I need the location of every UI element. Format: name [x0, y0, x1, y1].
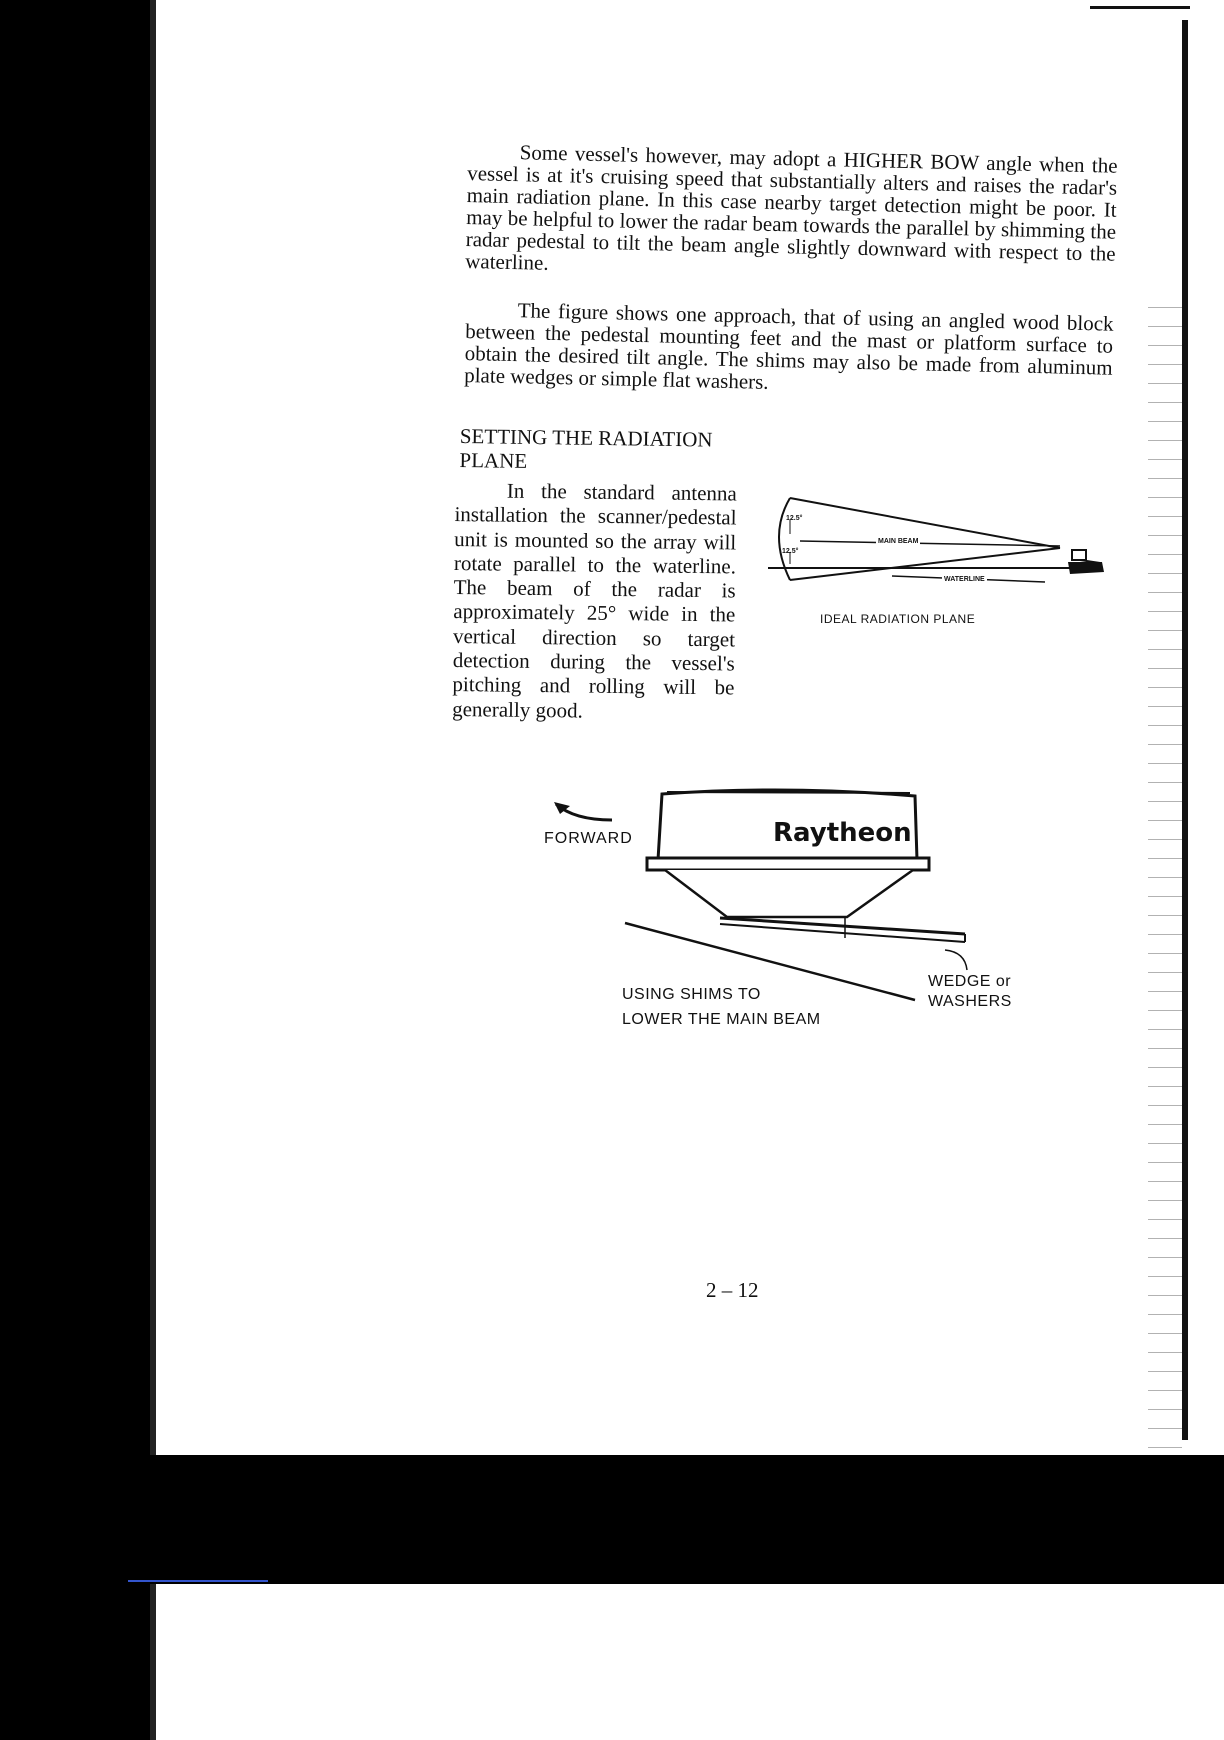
figure1-caption: IDEAL RADIATION PLANE: [820, 612, 976, 626]
page-number: 2 – 12: [706, 1278, 759, 1302]
forward-arrow-icon: [550, 800, 620, 830]
figure2-caption-line1: USING SHIMS TO: [622, 986, 761, 1003]
waterline-label: WATERLINE: [944, 576, 985, 583]
scan-mark-top: [1090, 6, 1190, 9]
ideal-radiation-plane-diagram: [760, 490, 1110, 590]
upper-angle-label: 12.5°: [786, 515, 803, 522]
wedge-label-line1: WEDGE or: [928, 973, 1012, 990]
figure2-caption-line2: LOWER THE MAIN BEAM: [622, 1011, 821, 1028]
wedge-label: [928, 972, 1012, 1012]
figure2-caption: [622, 982, 821, 1032]
scan-border-bottom: [0, 1455, 1224, 1584]
wedge-label-line2: WASHERS: [928, 993, 1012, 1010]
raytheon-logo: Raytheon: [773, 818, 912, 848]
scan-noise-right: [1148, 300, 1182, 1450]
scan-line-bottom: [128, 1580, 268, 1582]
paragraph-higher-bow: Some vessel's however, may adopt a HIGHER BOW angle when the vessel is at it's cruising speed that substantially alters and raises the radar's main radiation plane. In this case nearby target detection might be poor. It may be helpful to lower the radar beam towards the parallel by shimming the radar pedestal to tilt the beam angle slightly downward with respect to the waterline.: [464, 140, 1118, 275]
paragraph-standard-installation: In the standard antenna installation the scanner/pedestal unit is mounted so the array will rotate parallel to the waterline. The beam of the radar is approximately 25° wide in the vertical direction so target detection during the vessel's pitching and rolling will be generally good.: [452, 478, 737, 723]
paragraph-shim-approach: The figure shows one approach, that of using an angled wood block between the pedestal mounting feet and the mast or platform surface to obtain the desired tilt angle. The shims may also be made from aluminum plate wedges or simple flat washers.: [463, 298, 1114, 394]
scan-border-right: [1182, 20, 1188, 1440]
main-beam-label: MAIN BEAM: [878, 538, 919, 545]
forward-label: FORWARD: [544, 830, 633, 847]
lower-angle-label: 12.5°: [782, 548, 799, 555]
section-heading: SETTING THE RADIATION PLANE: [459, 424, 713, 473]
